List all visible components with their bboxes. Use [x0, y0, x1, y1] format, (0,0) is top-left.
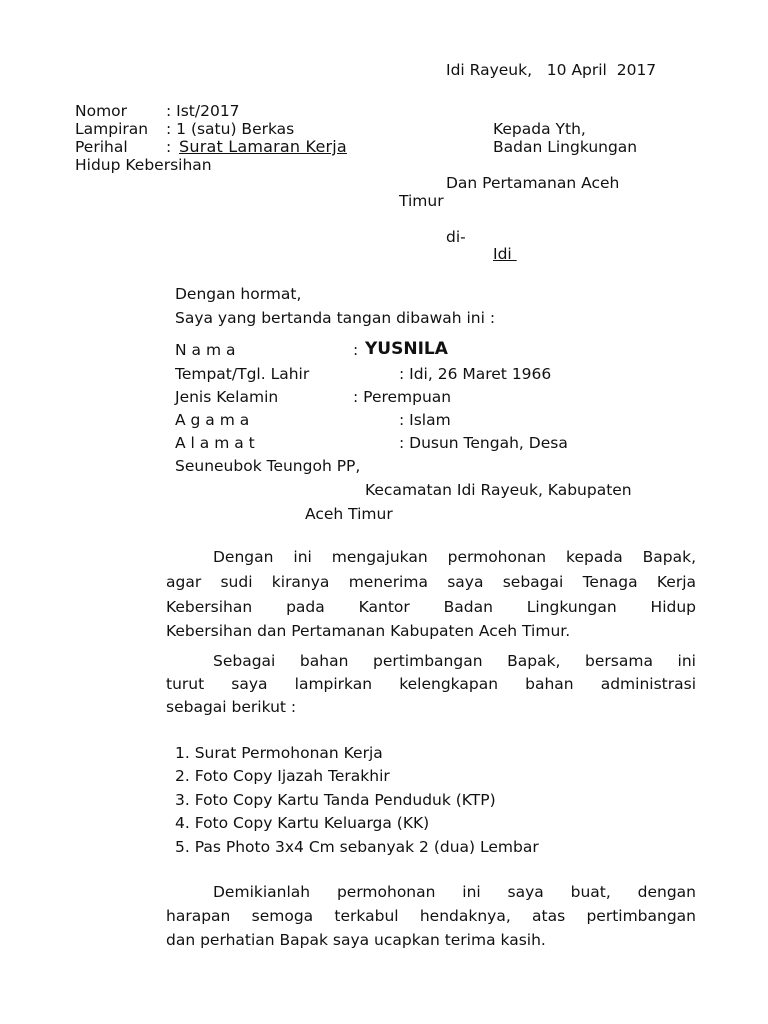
perihal-label: Perihal [75, 138, 128, 156]
jenis-kelamin-label: Jenis Kelamin [175, 388, 279, 406]
recipient-line-1: Kepada Yth, [493, 120, 586, 138]
recipient-line-2: Badan Lingkungan [493, 138, 638, 156]
paragraph-line: Sebagai bahan pertimbangan Bapak, bersama ini [213, 652, 696, 670]
paragraph-line: Kebersihan pada Kantor Badan Lingkungan Hidup [166, 598, 696, 616]
nama-colon: : [353, 341, 359, 359]
paragraph-line: Kebersihan dan Pertamanan Kabupaten Aceh Timur. [166, 622, 571, 640]
paragraph-line: sebagai berikut : [166, 698, 297, 716]
recipient-line-5: di- [446, 228, 466, 246]
nama-value: YUSNILA [365, 339, 448, 359]
paragraph-line: turut saya lampirkan kelengkapan bahan administrasi [166, 675, 696, 693]
alamat-label: A l a m a t [175, 434, 255, 452]
ttl-label: Tempat/Tgl. Lahir [175, 365, 310, 383]
perihal-value: Surat Lamaran Kerja [179, 137, 347, 156]
recipient-line-3: Dan Pertamanan Aceh [446, 174, 620, 192]
nomor-value: : Ist/2017 [166, 102, 240, 120]
perihal-continuation: Hidup Kebersihan [75, 156, 212, 174]
greeting: Dengan hormat, [175, 285, 302, 303]
ttl-value: : Idi, 26 Maret 1966 [399, 365, 552, 383]
place-date: Idi Rayeuk, 10 April 2017 [446, 61, 657, 79]
list-item: 5. Pas Photo 3x4 Cm sebanyak 2 (dua) Lembar [175, 838, 539, 856]
recipient-line-4: Timur [399, 192, 444, 210]
paragraph-line: dan perhatian Bapak saya ucapkan terima kasih. [166, 931, 546, 949]
jenis-kelamin-value: : Perempuan [353, 388, 452, 406]
list-item: 2. Foto Copy Ijazah Terakhir [175, 767, 390, 785]
perihal-colon: : [166, 138, 172, 156]
lampiran-value: : 1 (satu) Berkas [166, 120, 295, 138]
alamat-line-4: Aceh Timur [305, 505, 393, 523]
alamat-value: : Dusun Tengah, Desa [399, 434, 568, 452]
alamat-line-3: Kecamatan Idi Rayeuk, Kabupaten [365, 481, 632, 499]
alamat-line-2: Seuneubok Teungoh PP, [175, 457, 361, 475]
agama-value: : Islam [399, 411, 451, 429]
paragraph-line: Dengan ini mengajukan permohonan kepada Bapak, [213, 548, 696, 566]
lampiran-label: Lampiran [75, 120, 149, 138]
intro-line: Saya yang bertanda tangan dibawah ini : [175, 309, 496, 327]
list-item: 4. Foto Copy Kartu Keluarga (KK) [175, 814, 430, 832]
list-item: 1. Surat Permohonan Kerja [175, 744, 383, 762]
recipient-line-6: Idi [493, 245, 517, 263]
nomor-label: Nomor [75, 102, 128, 120]
paragraph-line: harapan semoga terkabul hendaknya, atas pertimbangan [166, 907, 696, 925]
agama-label: A g a m a [175, 411, 250, 429]
paragraph-line: agar sudi kiranya menerima saya sebagai Tenaga Kerja [166, 573, 696, 591]
list-item: 3. Foto Copy Kartu Tanda Penduduk (KTP) [175, 791, 496, 809]
nama-label: N a m a [175, 341, 236, 359]
paragraph-line: Demikianlah permohonan ini saya buat, dengan [213, 883, 696, 901]
